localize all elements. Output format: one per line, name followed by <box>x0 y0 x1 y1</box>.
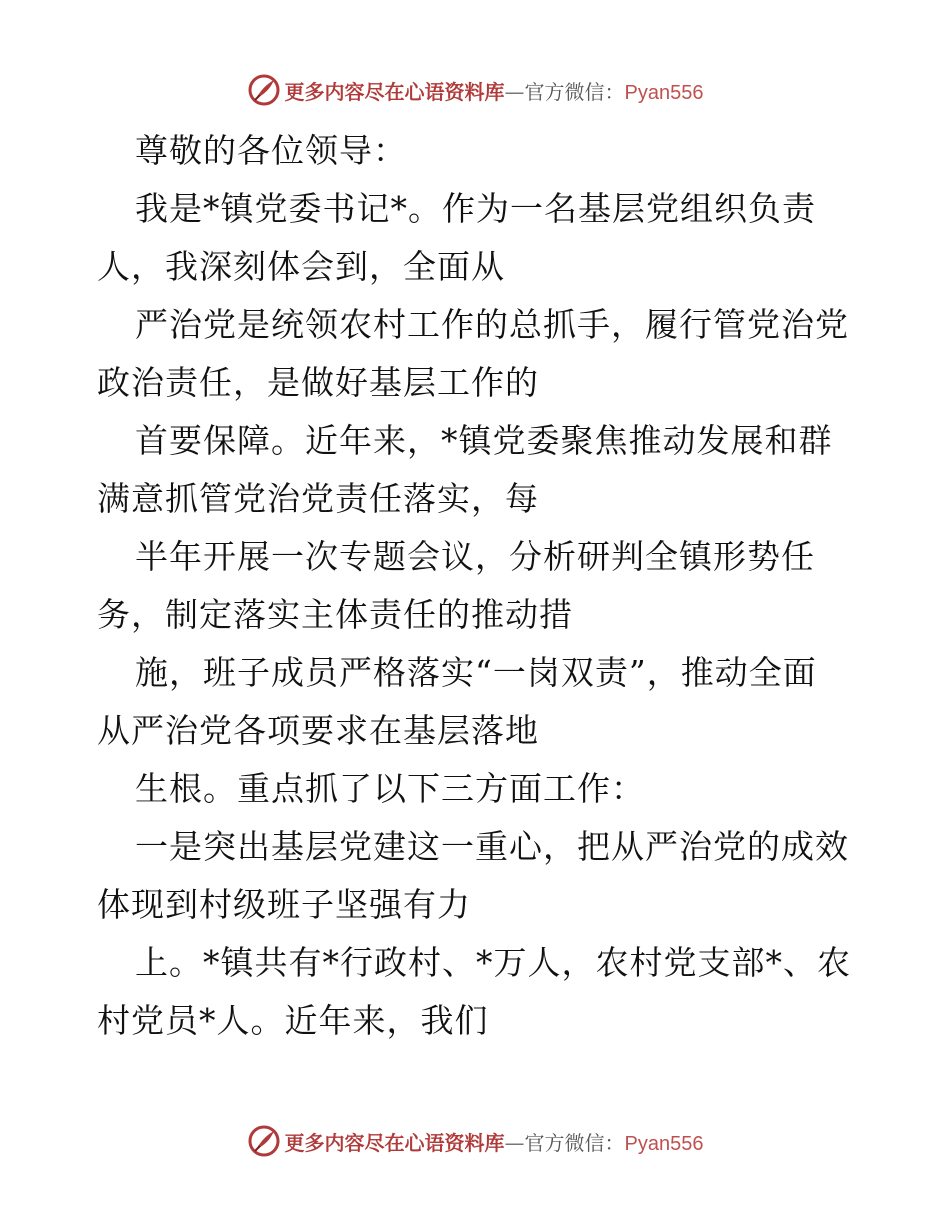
header-watermark-banner <box>0 70 950 110</box>
body-line: 人，我深刻体会到，全面从 <box>97 247 505 286</box>
body-line: 严治党是统领农村工作的总抓手，履行管党治党 <box>135 305 849 344</box>
body-line: 尊敬的各位领导： <box>135 131 407 170</box>
footer-banner-dash: — <box>504 1130 525 1155</box>
body-line: 半年开展一次专题会议，分析研判全镇形势任 <box>135 537 815 576</box>
body-line: 体现到村级班子坚强有力 <box>97 885 471 924</box>
body-line: 我是*镇党委书记*。作为一名基层党组织负责 <box>135 189 816 228</box>
footer-banner-account: Pyan556 <box>624 1132 704 1155</box>
body-line: 满意抓管党治党责任落实，每 <box>97 479 539 518</box>
footer-banner-text <box>285 1127 704 1156</box>
body-line: 从严治党各项要求在基层落地 <box>97 711 539 750</box>
quill-logo-icon <box>247 1124 281 1158</box>
header-banner-dash: — <box>504 79 525 104</box>
footer-banner-brand: 更多内容尽在心语资料库 <box>284 1130 505 1155</box>
header-banner-account: Pyan556 <box>624 81 704 104</box>
body-line: 施，班子成员严格落实“一岗双责”，推动全面 <box>135 653 817 692</box>
quill-logo-icon <box>247 73 281 107</box>
header-banner-brand: 更多内容尽在心语资料库 <box>284 79 505 104</box>
body-line: 上。*镇共有*行政村、*万人，农村党支部*、农 <box>135 943 851 982</box>
footer-watermark-banner <box>0 1121 950 1161</box>
body-line: 一是突出基层党建这一重心，把从严治党的成效 <box>135 827 849 866</box>
document-body <box>97 122 857 1050</box>
body-line: 政治责任，是做好基层工作的 <box>97 363 539 402</box>
body-line: 村党员*人。近年来，我们 <box>97 1001 489 1040</box>
footer-banner-label: 官方微信： <box>524 1130 625 1155</box>
body-line: 务，制定落实主体责任的推动措 <box>97 595 573 634</box>
header-banner-label: 官方微信： <box>524 79 625 104</box>
body-line: 首要保障。近年来，*镇党委聚焦推动发展和群 <box>135 421 833 460</box>
header-banner-text <box>285 76 704 105</box>
body-line: 生根。重点抓了以下三方面工作： <box>135 769 645 808</box>
